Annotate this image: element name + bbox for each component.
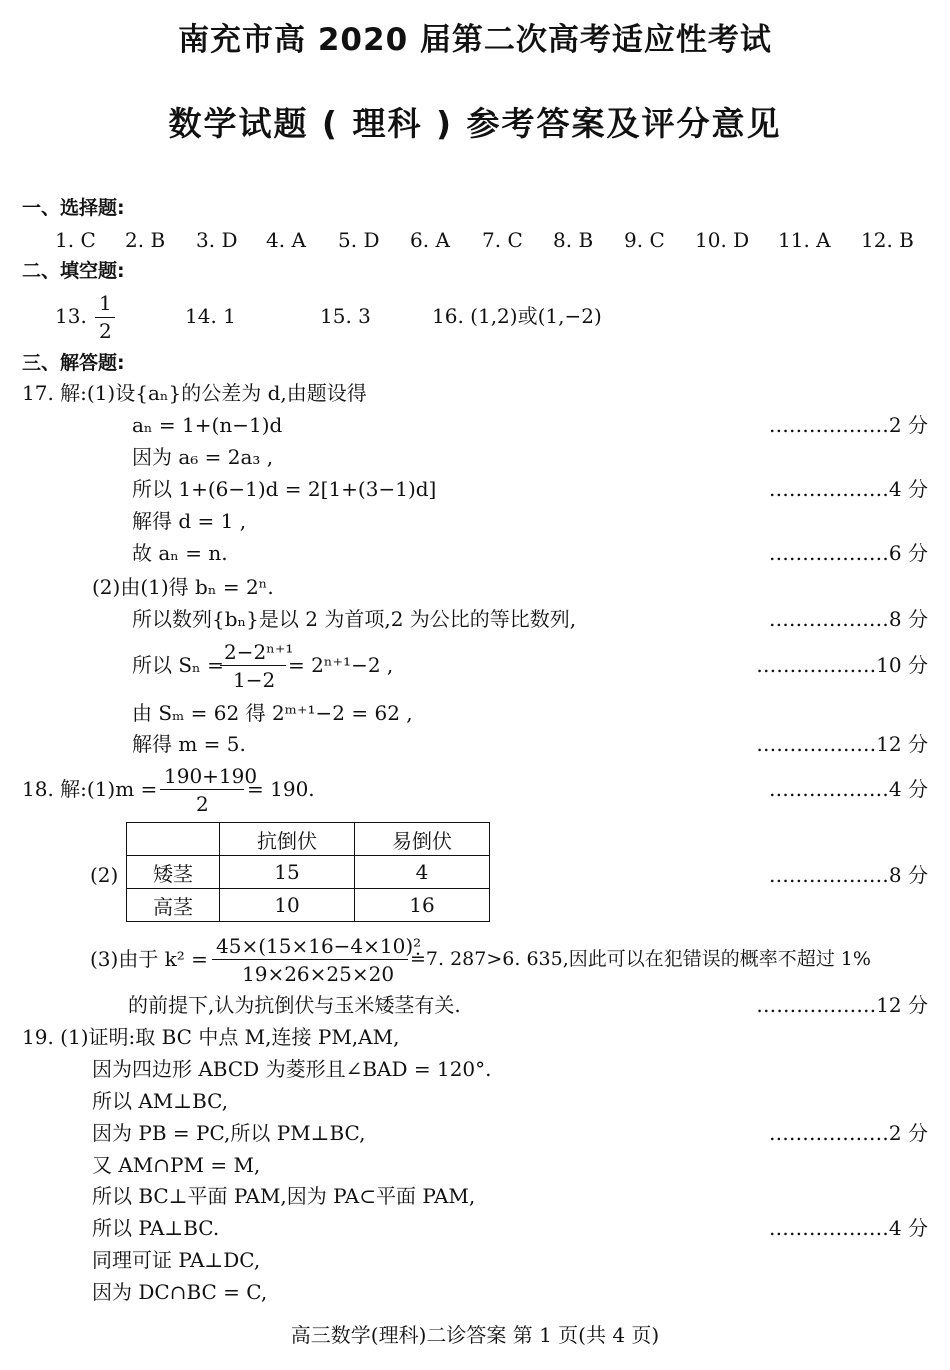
fill-answer-14: 14. 1 — [185, 304, 236, 328]
q18-line: (3)由于 k² = — [90, 947, 208, 971]
choice-answer: 1. C — [55, 228, 96, 252]
q17-line: 17. 解:(1)设{aₙ}的公差为 d,由题设得 — [22, 381, 367, 405]
score-mark: ………………4 分 — [768, 477, 928, 501]
table-cell: 矮茎 — [127, 856, 220, 889]
choice-answer: 7. C — [482, 228, 523, 252]
choice-answer: 4. A — [266, 228, 306, 252]
fraction-denominator: 1−2 — [233, 668, 276, 692]
table-cell: 4 — [355, 856, 490, 889]
table-cell: 10 — [220, 889, 355, 922]
table-header-cell — [127, 823, 220, 856]
choice-answer: 5. D — [338, 228, 380, 252]
q17-line: 故 aₙ = n. — [132, 541, 228, 565]
section-fill-heading: 二、填空题: — [22, 260, 125, 282]
contingency-table — [126, 822, 490, 922]
q17-line: aₙ = 1+(n−1)d — [132, 413, 283, 437]
section-solve-heading: 三、解答题: — [22, 352, 125, 374]
choice-answer: 10. D — [695, 228, 750, 252]
fraction-bar — [160, 789, 244, 790]
exam-title: 南充市高 2020 届第二次高考适应性考试 — [178, 22, 772, 58]
fraction-numerator: 2−2ⁿ⁺¹ — [224, 640, 294, 664]
table-row — [127, 889, 490, 922]
score-mark: ………………4 分 — [768, 1216, 928, 1240]
q19-line: 又 AM∩PM = M, — [92, 1153, 261, 1177]
q17-line: 所以数列{bₙ}是以 2 为首项,2 为公比的等比数列, — [132, 607, 577, 631]
table-cell: 15 — [220, 856, 355, 889]
score-mark: ………………8 分 — [768, 607, 928, 631]
q18-line: = 190. — [247, 777, 315, 801]
answer-key-title: 数学试题 ( 理科 ) 参考答案及评分意见 — [168, 104, 782, 143]
table-cell: 高茎 — [127, 889, 220, 922]
q17-line: 所以 Sₙ = — [132, 653, 224, 677]
score-mark: ………………6 分 — [768, 541, 928, 565]
q19-line: 所以 BC⊥平面 PAM,因为 PA⊂平面 PAM, — [92, 1184, 476, 1208]
fraction-numerator: 190+190 — [164, 764, 258, 788]
choice-answer: 6. A — [410, 228, 450, 252]
table-row — [127, 856, 490, 889]
fraction-bar — [220, 665, 286, 666]
fraction-denominator: 2 — [196, 792, 209, 816]
q19-line: 同理可证 PA⊥DC, — [92, 1248, 261, 1272]
q17-line: 解得 d = 1 , — [132, 509, 247, 533]
choice-answer: 9. C — [624, 228, 665, 252]
score-mark: ………………12 分 — [756, 732, 928, 756]
score-mark: ………………4 分 — [768, 777, 928, 801]
table-header-cell: 易倒伏 — [355, 823, 490, 856]
q17-line: 由 Sₘ = 62 得 2ᵐ⁺¹−2 = 62 , — [132, 701, 413, 725]
q18-line: 的前提下,认为抗倒伏与玉米矮茎有关. — [128, 993, 461, 1017]
choice-answer: 11. A — [778, 228, 831, 252]
q18-line: ≐7. 287>6. 635,因此可以在犯错误的概率不超过 1% — [410, 948, 871, 970]
fraction-bar — [212, 959, 408, 960]
score-mark: ………………8 分 — [768, 863, 928, 887]
score-mark: ………………2 分 — [768, 1121, 928, 1145]
choice-answer: 8. B — [553, 228, 594, 252]
fraction-numerator: 45×(15×16−4×10)² — [216, 934, 422, 958]
choice-answer: 3. D — [196, 228, 238, 252]
choice-answer: 2. B — [125, 228, 166, 252]
score-mark: ………………10 分 — [756, 653, 928, 677]
q19-line: 所以 PA⊥BC. — [92, 1216, 220, 1240]
fraction-denominator: 2 — [99, 319, 112, 343]
score-mark: ………………12 分 — [756, 993, 928, 1017]
q19-line: 因为 DC∩BC = C, — [92, 1280, 268, 1304]
section-choice-heading: 一、选择题: — [22, 197, 125, 219]
table-cell: 16 — [355, 889, 490, 922]
fraction-numerator: 1 — [99, 291, 112, 315]
score-mark: ………………2 分 — [768, 413, 928, 437]
fill-answer-13-label: 13. — [55, 304, 87, 328]
q18-table-label: (2) — [90, 863, 119, 887]
q17-line: 解得 m = 5. — [132, 732, 246, 756]
table-header-cell: 抗倒伏 — [220, 823, 355, 856]
q19-line: 19. (1)证明:取 BC 中点 M,连接 PM,AM, — [22, 1025, 400, 1049]
q17-line: (2)由(1)得 bₙ = 2ⁿ. — [92, 575, 274, 599]
q17-line: = 2ⁿ⁺¹−2 , — [288, 653, 394, 677]
fill-answer-15: 15. 3 — [320, 304, 371, 328]
fraction-denominator: 19×26×25×20 — [242, 962, 395, 986]
q18-line: 18. 解:(1)m = — [22, 777, 158, 801]
q17-line: 因为 a₆ = 2a₃ , — [132, 445, 274, 469]
q19-line: 因为四边形 ABCD 为菱形且∠BAD = 120°. — [92, 1057, 492, 1081]
q17-line: 所以 1+(6−1)d = 2[1+(3−1)d] — [132, 477, 437, 501]
page-footer: 高三数学(理科)二诊答案 第 1 页(共 4 页) — [290, 1323, 660, 1347]
fill-answer-16: 16. (1,2)或(1,−2) — [432, 304, 602, 328]
table-header-row — [127, 823, 490, 856]
choice-answer: 12. B — [861, 228, 914, 252]
q19-line: 所以 AM⊥BC, — [92, 1089, 229, 1113]
q19-line: 因为 PB = PC,所以 PM⊥BC, — [92, 1121, 366, 1145]
